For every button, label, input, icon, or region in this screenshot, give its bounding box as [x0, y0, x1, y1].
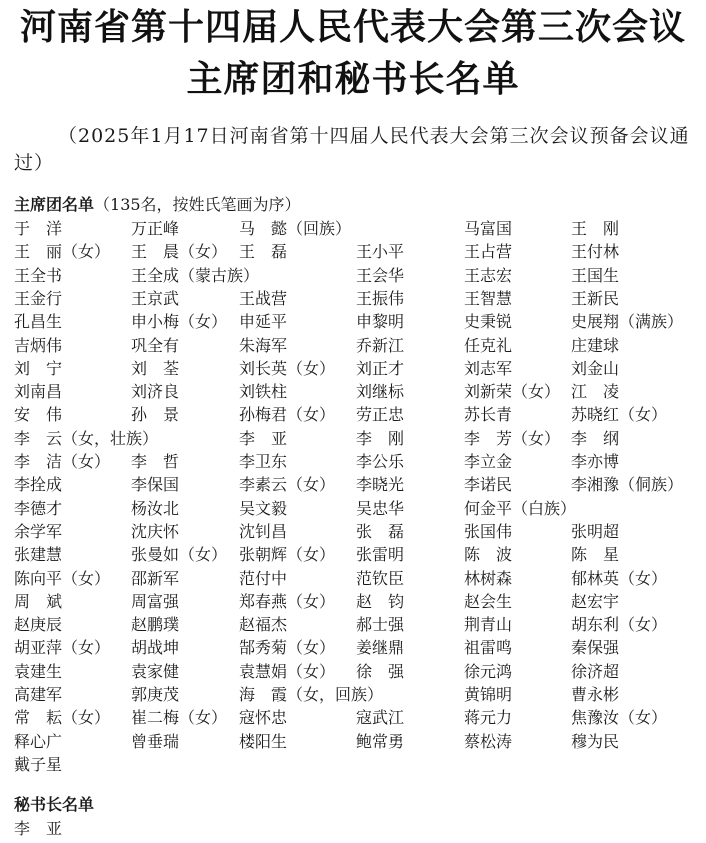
presidium-member: 陈 波: [464, 545, 513, 565]
presidium-member: 王 刚: [571, 219, 620, 238]
presidium-member: 孙梅君（女）: [239, 405, 336, 425]
presidium-heading-label: 主席团名单: [14, 195, 95, 214]
presidium-heading: [14, 194, 301, 216]
presidium-member: 张建慧: [14, 545, 63, 565]
presidium-member: 苏长青: [464, 405, 513, 425]
presidium-member: 常 耘（女）: [14, 708, 111, 728]
presidium-member: 孔昌生: [14, 312, 63, 332]
presidium-member: 王金行: [14, 288, 63, 308]
presidium-member: 赵 钧: [356, 591, 405, 611]
presidium-member: 余学军: [14, 521, 63, 541]
page-title-line1: 河南省第十四届人民代表大会第三次会议: [19, 7, 686, 48]
presidium-member: 周 斌: [14, 591, 63, 611]
presidium-member: 沈庆怀: [131, 521, 180, 541]
presidium-member: 陈 星: [571, 545, 620, 565]
presidium-member: 高建军: [14, 685, 63, 704]
presidium-member: 郭庚茂: [131, 685, 180, 704]
presidium-member: 寇武江: [356, 708, 405, 728]
presidium-member: 刘南昌: [14, 382, 63, 402]
secretary-heading-label: 秘书长名单: [14, 795, 95, 814]
presidium-member: 沈钊昌: [239, 521, 288, 541]
presidium-member: 李 刚: [356, 428, 405, 448]
presidium-member: 王 丽（女）: [14, 242, 111, 262]
presidium-member: 邵新军: [131, 568, 180, 588]
presidium-member: 申小梅（女）: [131, 312, 228, 332]
presidium-member: 李立金: [464, 452, 513, 471]
presidium-member: 周富强: [131, 591, 180, 611]
presidium-member: 李素云（女）: [239, 475, 336, 495]
presidium-member: 秦保强: [571, 638, 620, 658]
presidium-member: 史展翔（满族）: [571, 312, 684, 332]
presidium-member: 李 云（女，壮族）: [14, 428, 159, 448]
presidium-member: 李 亚: [239, 428, 288, 448]
presidium-member: 刘继标: [356, 382, 405, 402]
presidium-member: 蔡松涛: [464, 731, 513, 751]
presidium-member: 释心广: [14, 731, 63, 751]
presidium-member: 焦豫汝（女）: [571, 708, 668, 728]
secretary-heading: [14, 794, 94, 816]
presidium-member: 海 霞（女，回族）: [239, 685, 384, 704]
presidium-member: 刘济良: [131, 382, 180, 402]
presidium-member: 荆青山: [464, 615, 513, 635]
presidium-subheading: （135名，按姓氏笔画为序）: [94, 195, 301, 214]
presidium-member: 任克礼: [464, 335, 513, 355]
presidium-member: 王国生: [571, 265, 620, 285]
presidium-member: 郑春燕（女）: [239, 591, 336, 611]
presidium-member: 王占营: [464, 242, 513, 262]
presidium-member: 李诺民: [464, 475, 513, 495]
presidium-member: 朱海军: [239, 335, 288, 355]
presidium-member: 徐济超: [571, 661, 620, 681]
presidium-member: 李公乐: [356, 452, 405, 471]
presidium-member: 祖雷鸣: [464, 638, 513, 658]
presidium-member: 王小平: [356, 242, 405, 262]
presidium-member: 李 芳（女）: [464, 428, 561, 448]
presidium-member: 史秉锐: [464, 312, 513, 332]
presidium-member: 王志宏: [464, 265, 513, 285]
presidium-member: 郝士强: [356, 615, 405, 635]
presidium-member: 李德才: [14, 498, 63, 518]
presidium-member: 郁林英（女）: [571, 568, 668, 588]
presidium-member: 赵会生: [464, 591, 513, 611]
presidium-member: 王京武: [131, 288, 180, 308]
presidium-member: 胡战坤: [131, 638, 180, 658]
presidium-member: 李亦博: [571, 452, 620, 471]
adoption-note-text: （2025年1月17日河南省第十四届人民代表大会第三次会议预备会议通过）: [14, 125, 690, 174]
presidium-member: 李 哲: [131, 452, 180, 471]
presidium-member: 寇怀忠: [239, 708, 288, 728]
presidium-member: 赵福杰: [239, 615, 288, 635]
presidium-member: 崔二梅（女）: [131, 708, 228, 728]
page-title-line2: 主席团和秘书长名单: [186, 59, 520, 100]
presidium-member: 戴子星: [14, 754, 63, 774]
presidium-member: 姜继鼎: [356, 638, 405, 658]
presidium-member: 徐元鸿: [464, 661, 513, 681]
presidium-member: 王新民: [571, 288, 620, 308]
presidium-member: 刘正才: [356, 358, 405, 378]
presidium-member: 何金平（白族）: [464, 498, 577, 518]
presidium-member: 袁慧娟（女）: [239, 661, 336, 681]
presidium-member: 乔新江: [356, 335, 405, 355]
presidium-member: 刘 宁: [14, 358, 63, 378]
presidium-member: 杨汝北: [131, 498, 180, 518]
presidium-member: 申黎明: [356, 312, 405, 332]
presidium-member: 穆为民: [571, 731, 620, 751]
presidium-member: 刘金山: [571, 358, 620, 378]
presidium-member: 王付林: [571, 242, 620, 262]
presidium-member: 刘新荣（女）: [464, 382, 561, 402]
presidium-member: 李保国: [131, 475, 180, 495]
presidium-member: 刘长英（女）: [239, 358, 336, 378]
presidium-member: 吉炳伟: [14, 335, 63, 355]
presidium-member: 张朝辉（女）: [239, 545, 336, 565]
presidium-member: 吴文毅: [239, 498, 288, 518]
presidium-member: 张曼如（女）: [131, 545, 228, 565]
presidium-member: 黄锦明: [464, 685, 513, 704]
presidium-member: 吴忠华: [356, 498, 405, 518]
presidium-member: 王智慧: [464, 288, 513, 308]
presidium-member: 蒋元力: [464, 708, 513, 728]
presidium-member: 张 磊: [356, 521, 405, 541]
presidium-member: 苏晓红（女）: [571, 405, 668, 425]
presidium-member: 庄建球: [571, 335, 620, 355]
presidium-member: 江 凌: [571, 382, 620, 402]
presidium-member: 申延平: [239, 312, 288, 332]
presidium-member: 万正峰: [131, 219, 180, 238]
presidium-member: 劳正忠: [356, 405, 405, 425]
presidium-member: 张国伟: [464, 521, 513, 541]
presidium-member: 马 懿（回族）: [239, 219, 352, 238]
presidium-member: 曾垂瑞: [131, 731, 180, 751]
presidium-member: 赵宏宇: [571, 591, 620, 611]
presidium-member: 范钦臣: [356, 568, 405, 588]
presidium-member: 李拴成: [14, 475, 63, 495]
presidium-member: 张雷明: [356, 545, 405, 565]
presidium-member: 袁建生: [14, 661, 63, 681]
presidium-member: 马富国: [464, 219, 513, 238]
presidium-member: 胡东利（女）: [571, 615, 668, 635]
presidium-member: 王 磊: [239, 242, 288, 262]
presidium-member: 王 晨（女）: [131, 242, 228, 262]
presidium-member: 巩全有: [131, 335, 180, 355]
presidium-member: 李晓光: [356, 475, 405, 495]
presidium-member: 王全成（蒙古族）: [131, 265, 260, 285]
presidium-member: 赵庚辰: [14, 615, 63, 635]
presidium-member: 刘铁柱: [239, 382, 288, 402]
presidium-member: 胡亚萍（女）: [14, 638, 111, 658]
presidium-member: 袁家健: [131, 661, 180, 681]
presidium-member: 林树森: [464, 568, 513, 588]
presidium-member: 安 伟: [14, 405, 63, 425]
presidium-member: 于 洋: [14, 219, 63, 238]
presidium-member: 李 纲: [571, 428, 620, 448]
presidium-member: 郜秀菊（女）: [239, 638, 336, 658]
presidium-member: 王全书: [14, 265, 63, 285]
presidium-member: 范付中: [239, 568, 288, 588]
adoption-note: [14, 123, 694, 177]
presidium-member: 王会华: [356, 265, 405, 285]
presidium-member: 李 洁（女）: [14, 452, 111, 471]
secretary-name: 李 亚: [14, 819, 63, 838]
presidium-member: 李湘豫（侗族）: [571, 475, 684, 495]
presidium-member: 张明超: [571, 521, 620, 541]
presidium-member: 陈向平（女）: [14, 568, 111, 588]
presidium-member: 徐 强: [356, 661, 405, 681]
presidium-member: 李卫东: [239, 452, 288, 471]
presidium-member: 王振伟: [356, 288, 405, 308]
presidium-member: 刘志军: [464, 358, 513, 378]
presidium-member: 鲍常勇: [356, 731, 405, 751]
presidium-member: 赵鹏璞: [131, 615, 180, 635]
presidium-member: 楼阳生: [239, 731, 288, 751]
presidium-member: 王战营: [239, 288, 288, 308]
presidium-member: 曹永彬: [571, 685, 620, 704]
presidium-member: 刘 荃: [131, 358, 180, 378]
presidium-member: 孙 景: [131, 405, 180, 425]
